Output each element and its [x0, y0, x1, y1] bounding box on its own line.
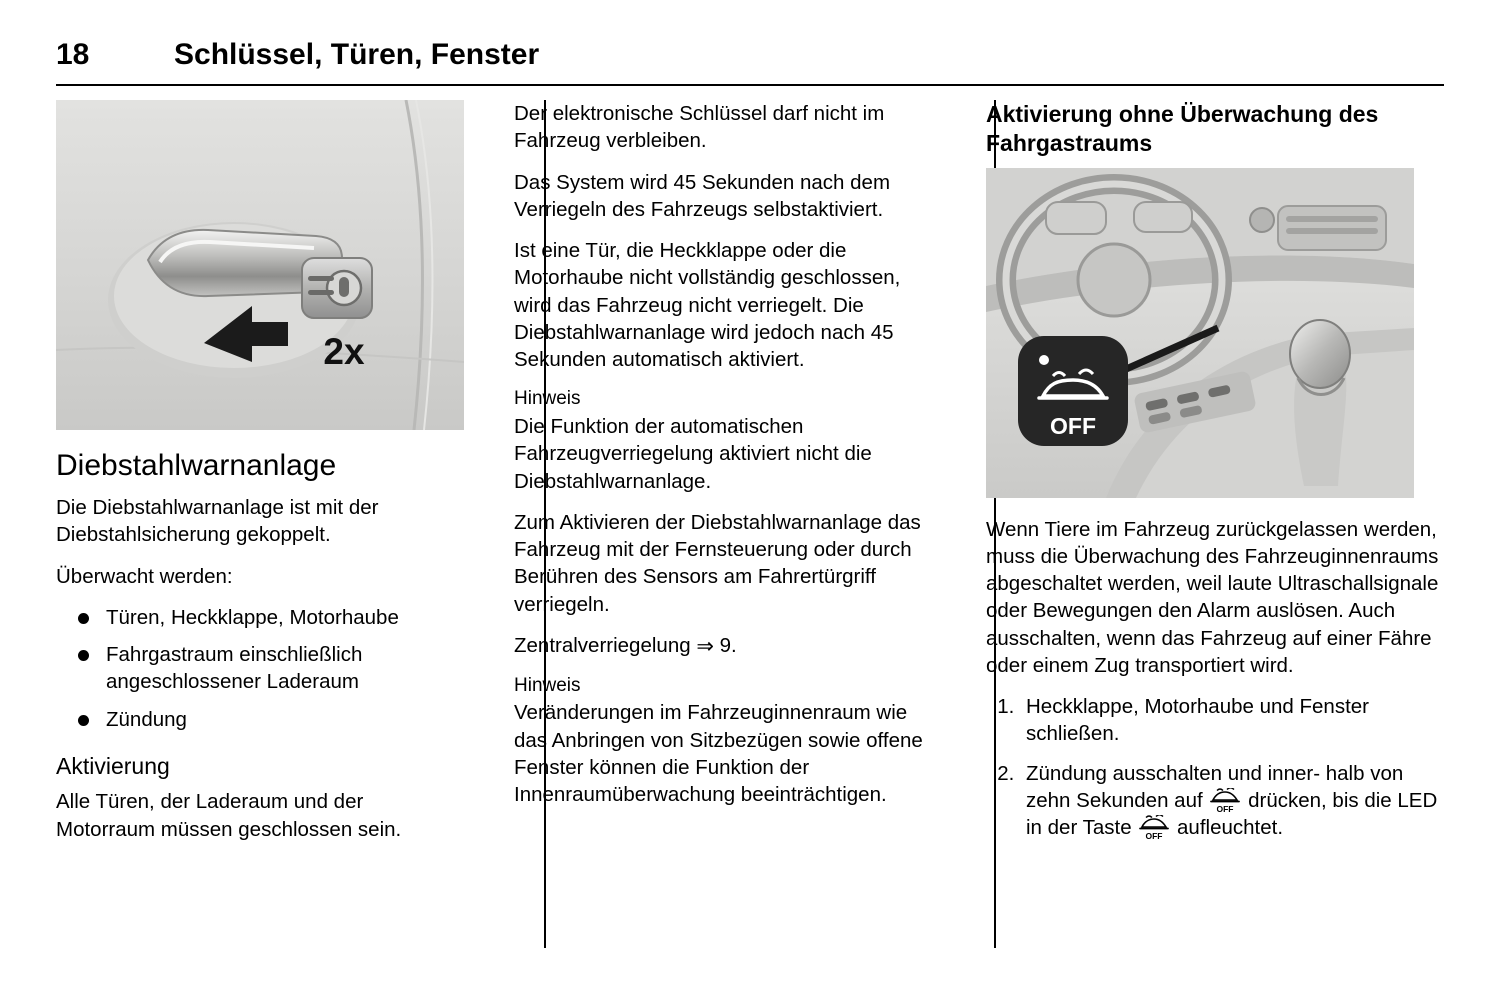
cross-reference-central-locking: [514, 632, 936, 660]
step-item: 1. Heckklappe, Motorhaube und Fenster schließen.: [1020, 693, 1444, 748]
step-item: [1020, 760, 1444, 842]
paragraph-door-not-closed: Ist eine Tür, die Heckklappe oder die Motorhaube nicht vollständig geschlossen, wird das Fahrzeug nicht verriegelt. Die Diebstahlwarnanlage wird jedoch nach 45 Sekunden automatisch aktiviert.: [514, 239, 901, 371]
header-divider: [56, 84, 1444, 86]
step-text-c: drücken, bis die LED in der: [1026, 788, 1438, 839]
paragraph-how-to-activate: Zum Aktivieren der Diebstahlwarnanlage das Fahrzeug mit der Fernsteuerung oder durch Berühren des Sensors am Fahrertürgriff verriegeln.: [514, 510, 921, 616]
deactivation-steps: [986, 693, 1444, 841]
svg-text:OFF: OFF: [1216, 803, 1234, 814]
note-body: Veränderungen im Fahrzeuginnenraum wie das Anbringen von Sitzbezügen sowie offene Fenster können die Funktion der Innenraumüberwachung beeinträchtigen.: [514, 701, 923, 807]
list-item: Fahrgastraum einschließlich angeschlossener Laderaum: [56, 641, 466, 696]
note-body: Die Funktion der automatischen Fahrzeugverriegelung aktiviert nicht die Diebstahlwarnanlage.: [514, 415, 872, 493]
note-block-2: [514, 674, 936, 809]
interior-monitoring-off-icon: [1208, 788, 1242, 814]
list-item: Zündung: [56, 706, 466, 733]
figure-caption-2x: 2x: [323, 331, 365, 372]
svg-text:OFF: OFF: [1145, 831, 1163, 841]
chapter-title: Schlüssel, Türen, Fenster: [174, 38, 540, 71]
door-handle-illustration: [56, 100, 464, 430]
paragraph-alarm-intro: Die Diebstahlwarnanlage ist mit der Diebstahlsicherung gekoppelt.: [56, 496, 379, 547]
paragraph-key-not-in-vehicle: Der elektronische Schlüssel darf nicht im Fahrzeug verbleiben.: [514, 102, 885, 153]
page-reference-icon: ⇒: [696, 634, 714, 658]
step-text-d: Taste: [1082, 816, 1132, 839]
cross-reference-label: Zentralverriegelung: [514, 633, 691, 657]
step-text-a: Zündung ausschalten und inner-: [1026, 761, 1321, 785]
interior-monitoring-off-icon: [1137, 815, 1171, 841]
section-title-activation-without-monitoring: Aktivierung ohne Überwachung des Fahrgastraums: [986, 101, 1379, 156]
column-middle: [488, 100, 958, 950]
list-item: Türen, Heckklappe, Motorhaube: [56, 604, 466, 631]
paragraph-self-activation: Das System wird 45 Sekunden nach dem Verriegeln des Fahrzeugs selbstaktiviert.: [514, 170, 891, 221]
column-left: [56, 100, 488, 950]
callout-off-label: OFF: [1050, 412, 1096, 439]
note-title: Hinweis: [514, 388, 581, 410]
monitored-list: [56, 604, 466, 733]
step-text-e: aufleuchtet.: [1177, 816, 1284, 839]
step-text-b: halb von zehn Sekunden auf: [1026, 761, 1404, 812]
note-title: Hinweis: [514, 674, 581, 696]
paragraph-monitored-lead: Überwacht werden:: [56, 564, 233, 588]
section-title-alarm: Diebstahlwarnanlage: [56, 449, 337, 482]
page-header: [56, 38, 1442, 72]
note-block-1: [514, 387, 936, 495]
paragraph-activation-condition: Alle Türen, der Laderaum und der Motorraum müssen geschlossen sein.: [56, 790, 402, 841]
column-right: [958, 100, 1444, 950]
cross-reference-page: 9.: [719, 633, 737, 657]
center-console-illustration: [986, 168, 1414, 498]
subsection-title-activation: Aktivierung: [56, 752, 170, 779]
page-columns: [56, 100, 1444, 950]
page-number: 18: [56, 38, 90, 71]
paragraph-animals-in-vehicle: Wenn Tiere im Fahrzeug zurückgelassen werden, muss die Überwachung des Fahrzeuginnenraums abgeschaltet werden, weil laute Ultraschallsignale oder Bewegungen den Alarm auslösen. Auch ausschalten, wenn das Fahrzeug auf einer Fähre oder einem Zug transportiert wird.: [986, 517, 1439, 677]
